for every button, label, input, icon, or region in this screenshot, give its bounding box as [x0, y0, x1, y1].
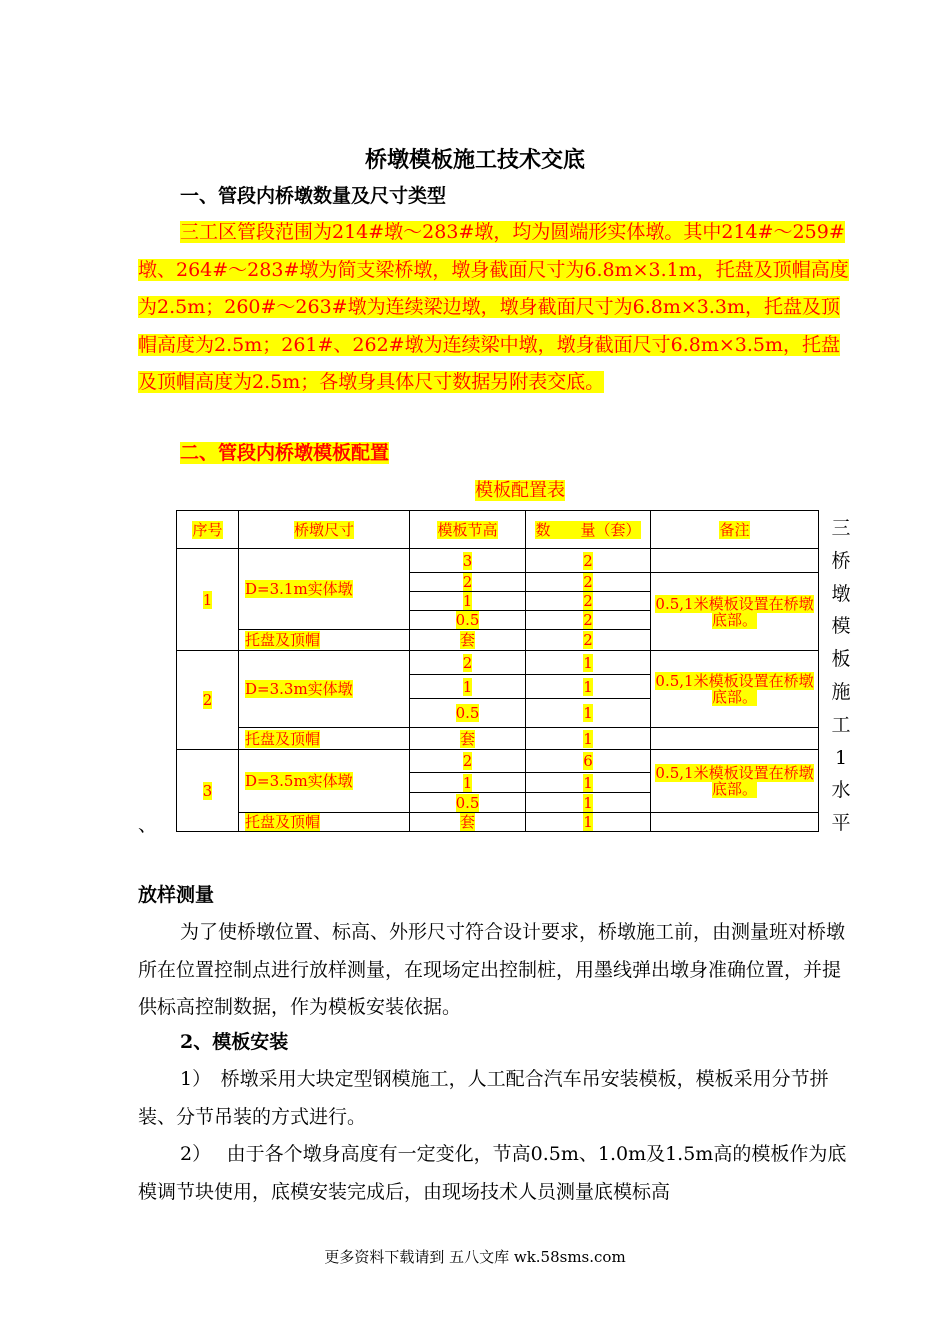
cell-note-empty: [651, 549, 819, 573]
item2-paragraph: 2） 由于各个墩身高度有一定变化，节高0.5m、1.0m及1.5m高的模板作为底模调节块使用，底模安装完成后，由现场技术人员测量底模标高: [138, 1143, 847, 1203]
cell-seq: 3: [177, 750, 239, 832]
side-vertical-text: 三桥墩模板施工1水平: [831, 517, 851, 835]
cell-qty: 2: [526, 573, 651, 592]
section1-heading: 一、管段内桥墩数量及尺寸类型: [180, 185, 447, 207]
cell-note: 0.5,1米模板设置在桥墩底部。: [651, 573, 819, 651]
section1-text: 三工区管段范围为214#墩～283#墩，均为圆端形实体墩。其中214#～259#墩、264#～283#墩为简支梁桥墩，墩身截面尺寸为6.8m×3.1m，托盘及顶帽高度为2.5m；260#～263#墩为连续梁边墩，墩身截面尺寸为6.8m×3.3m，托盘及顶帽高度为2.5m；261#、262#墩为连续梁中墩，墩身截面尺寸6.8m×3.5m，托盘及顶帽高度为2.5m；各墩身具体尺寸数据另附表交底。: [138, 221, 849, 393]
cell-height: 套: [410, 813, 526, 832]
section3-heading: 放样测量: [138, 884, 215, 906]
cell-height: 1: [410, 592, 526, 611]
cell-note: 0.5,1米模板设置在桥墩底部。: [651, 651, 819, 728]
cell-qty: 1: [526, 728, 651, 750]
cell-qty: 1: [526, 675, 651, 699]
side-mark: 、: [138, 814, 158, 836]
cell-qty: 2: [526, 611, 651, 630]
cell-height: 2: [410, 750, 526, 773]
table-header-row: [177, 511, 819, 549]
cell-note: 0.5,1米模板设置在桥墩底部。: [651, 750, 819, 813]
cell-height: 2: [410, 573, 526, 592]
cell-cap-label: 托盘及顶帽: [239, 813, 410, 832]
cell-qty: 2: [526, 592, 651, 611]
header-size: 桥墩尺寸: [239, 511, 410, 549]
section1-paragraph: [138, 214, 858, 402]
table-row: [177, 651, 819, 675]
cell-qty: 1: [526, 773, 651, 793]
cell-cap-label: 托盘及顶帽: [239, 630, 410, 651]
header-note: 备注: [651, 511, 819, 549]
section3-paragraph: 为了使桥墩位置、标高、外形尺寸符合设计要求，桥墩施工前，由测量班对桥墩所在位置控制点进行放样测量，在现场定出控制桩，用墨线弹出墩身准确位置，并提供标高控制数据，作为模板安装依据。: [138, 921, 846, 1018]
page-footer: 更多资料下载请到 五八文库 wk.58sms.com: [324, 1248, 626, 1266]
cell-qty: 6: [526, 750, 651, 773]
cell-cap-label: 托盘及顶帽: [239, 728, 410, 750]
section2-heading: 二、管段内桥墩模板配置: [180, 442, 390, 464]
table-row: [177, 813, 819, 832]
cell-height: 0.5: [410, 793, 526, 813]
table-row: [177, 750, 819, 773]
cell-size: D=3.1m实体墩: [239, 549, 410, 630]
cell-size: D=3.3m实体墩: [239, 651, 410, 728]
cell-qty: 1: [526, 813, 651, 832]
cell-seq: 2: [177, 651, 239, 750]
cell-qty: 1: [526, 651, 651, 675]
cell-height: 1: [410, 675, 526, 699]
header-qty: 数 量（套）: [526, 511, 651, 549]
cell-height: 1: [410, 773, 526, 793]
cell-height: 0.5: [410, 611, 526, 630]
cell-seq: 1: [177, 549, 239, 651]
header-height: 模板节高: [410, 511, 526, 549]
cell-qty: 2: [526, 630, 651, 651]
table-caption: 模板配置表: [475, 480, 565, 501]
cell-note-empty: [651, 813, 819, 832]
cell-height: 套: [410, 630, 526, 651]
page-title: 桥墩模板施工技术交底: [364, 147, 585, 173]
cell-size: D=3.5m实体墩: [239, 750, 410, 813]
template-config-table: [176, 510, 819, 832]
cell-height: 2: [410, 651, 526, 675]
cell-qty: 2: [526, 549, 651, 573]
table-row: [177, 728, 819, 750]
cell-qty: 1: [526, 793, 651, 813]
cell-note-empty: [651, 728, 819, 750]
cell-height: 0.5: [410, 699, 526, 728]
header-seq: 序号: [177, 511, 239, 549]
table-row: [177, 549, 819, 573]
cell-height: 套: [410, 728, 526, 750]
cell-qty: 1: [526, 699, 651, 728]
section4-heading: 2、模板安装: [180, 1031, 289, 1053]
cell-height: 3: [410, 549, 526, 573]
item1-paragraph: 1） 桥墩采用大块定型钢模施工，人工配合汽车吊安装模板，模板采用分节拼装、分节吊装的方式进行。: [138, 1068, 829, 1128]
